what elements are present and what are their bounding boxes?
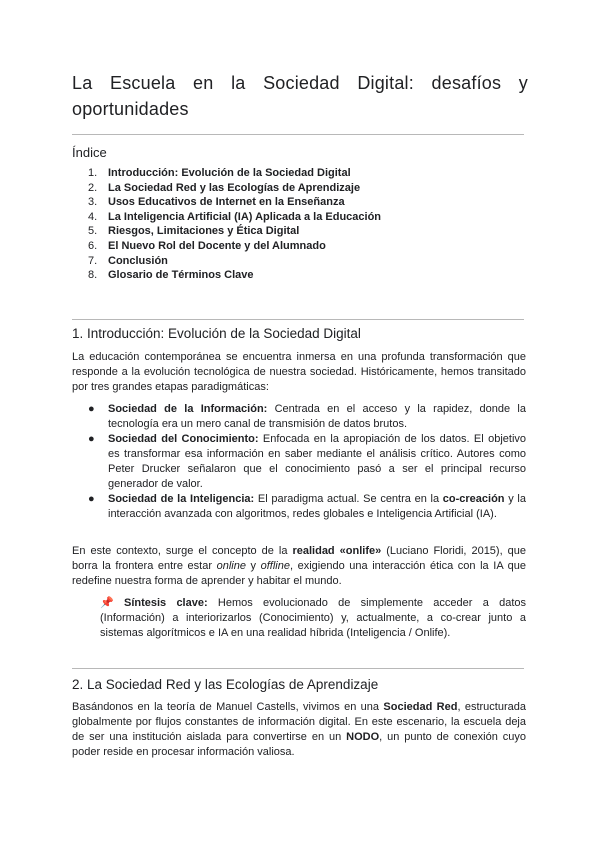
key-synthesis-callout [100,596,526,641]
section-2-text: , estructurada globalmente por flujos constantes de información digital. En este escenario, la escuela deja de ser una institución aislada para convertirse en un [72,701,526,743]
bullet-icon: ● [88,433,95,445]
bullet-text: y la interacción avanzada con algoritmos, redes globales e Inteligencia Artificial (IA). [108,493,526,520]
bullet-term: Sociedad de la Información: [108,403,268,415]
toc-item[interactable] [72,268,381,283]
toc-number: 1. [88,167,98,179]
bullet-text: Centrada en el acceso y la rapidez, donde la tecnología era un mero canal de transmisión de datos brutos. [108,403,526,430]
toc-label: Glosario de Términos Clave [108,269,254,282]
nodo-term: NODO [346,731,380,743]
section-2-text: Basándonos en la teoría de Manuel Castells, vivimos en una [72,701,384,713]
divider [72,668,524,669]
bullet-icon: ● [88,493,95,505]
toc-label: Introducción: Evolución de la Sociedad Digital [108,167,351,179]
list-item [72,402,526,432]
toc-label: Usos Educativos de Internet en la Enseñanza [108,196,345,209]
toc-number: 8. [88,269,98,282]
section-2-text: , un punto de conexión cuyo poder reside en procesar información valiosa. [72,731,526,758]
toc-number: 7. [88,254,98,267]
bullet-emphasis: co-creación [442,493,505,505]
bullet-term: Sociedad de la Inteligencia: [108,493,255,505]
toc-number: 6. [88,239,98,252]
toc-number: 2. [88,181,98,194]
list-item [72,492,526,522]
divider [72,134,524,135]
context-paragraph [72,544,526,589]
callout-text: Hemos evolucionado de simplemente acceder a datos (Información) a interiorizarlos (Conocimiento) y, actualmente, a co-crear junto a sistemas algorítmicos e IA en una realidad híbrida (Inteligencia / Onlife). [100,597,526,639]
section-2-paragraph [72,700,526,760]
toc-number: 5. [88,225,98,238]
table-of-contents [72,166,381,283]
toc-item[interactable] [72,254,381,269]
pushpin-icon: 📌 [100,597,114,609]
callout-label: Síntesis clave: [123,597,208,609]
document-title: La Escuela en la Sociedad Digital: desafíos y oportunidades [72,73,528,119]
toc-number: 4. [88,210,98,223]
bullet-term: Sociedad del Conocimiento: [108,433,259,445]
toc-label: La Inteligencia Artificial (IA) Aplicada a la Educación [108,210,382,223]
bullet-icon: ● [88,403,95,415]
toc-label: El Nuevo Rol del Docente y del Alumnado [108,239,326,252]
divider [72,319,524,320]
toc-item[interactable] [72,224,381,239]
toc-item[interactable] [72,181,381,196]
context-text: y [245,560,261,572]
toc-label: Riesgos, Limitaciones y Ética Digital [108,225,300,238]
context-text: En este contexto, surge el concepto de la [72,545,293,557]
section-2-heading: 2. La Sociedad Red y las Ecologías de Aprendizaje [72,677,379,692]
index-heading: Índice [72,145,107,160]
toc-label: La Sociedad Red y las Ecologías de Aprendizaje [108,181,361,194]
context-text: (Luciano Floridi, 2015), que borra la frontera entre estar [72,545,527,572]
toc-item[interactable] [72,166,381,181]
bullet-text: El paradigma actual. Se centra en la [254,493,443,505]
toc-item[interactable] [72,210,381,225]
toc-item[interactable] [72,239,381,254]
bullet-text: Enfocada en la apropiación de los datos. El objetivo es transformar esa información en saber mediante el análisis crítico. Autores como Peter Drucker señalaron que el conocimiento pasó a ser el principal recurso generador de valor. [108,433,527,490]
section-1-heading: 1. Introducción: Evolución de la Sociedad Digital [72,326,361,341]
sociedad-red-term: Sociedad Red [383,701,458,713]
toc-number: 3. [88,196,98,209]
context-text: , exigiendo una interacción ética con la IA que redefine nuestra forma de aprender y habitar el mundo. [72,560,526,587]
list-item [72,432,526,492]
paradigm-list [72,402,526,522]
section-1-intro: La educación contemporánea se encuentra inmersa en una profunda transformación que responde a la evolución tecnológica de nuestra sociedad. Históricamente, hemos transitado por tres grandes etapas paradigmáticas: [72,351,526,393]
offline-term: offline [260,560,290,572]
toc-item[interactable] [72,195,381,210]
toc-label: Conclusión [108,254,168,267]
online-term: online [216,560,246,572]
onlife-term: realidad «onlife» [292,545,382,557]
